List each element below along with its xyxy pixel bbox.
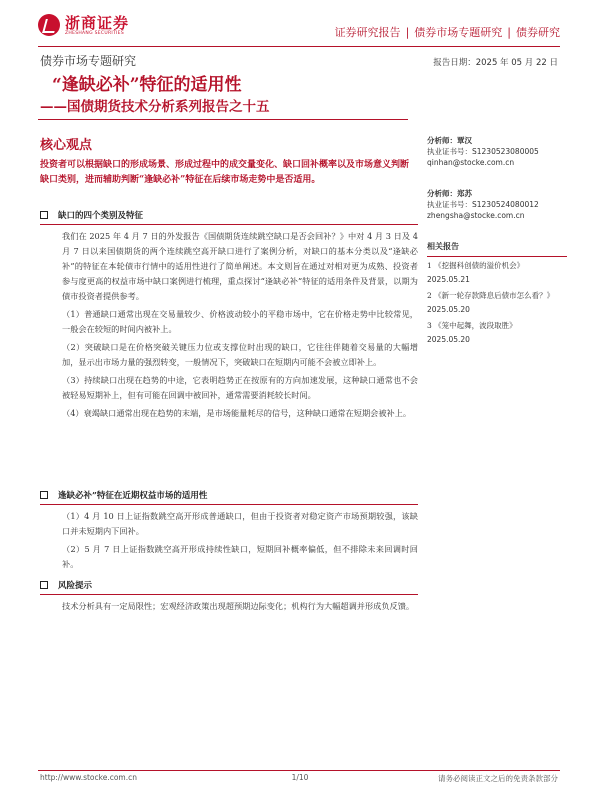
logo-icon (38, 14, 60, 36)
header-divider (38, 46, 560, 47)
analyst-email[interactable]: qinhan@stocke.com.cn (427, 158, 515, 167)
related-report-title: 2 《新一轮存款降息后债市怎么看？》 (427, 291, 555, 300)
section-heading: 缺口的四个类别及特征 (58, 211, 144, 221)
related-reports-heading: 相关报告 (427, 241, 567, 257)
company-logo (38, 14, 129, 36)
related-report-title: 1 《挖掘科创债的溢价机会》 (427, 261, 525, 270)
sidebar (427, 135, 567, 347)
related-report-title: 3 《笼中起舞，波段取胜》 (427, 321, 517, 330)
nav-item-bond-research: 债券研究 (516, 26, 560, 39)
analyst-card (427, 188, 567, 221)
paragraph: （4）衰竭缺口通常出现在趋势的末端，是市场能量耗尽的信号，这种缺口通常在短期会被补上。 (62, 408, 412, 418)
footer-divider (38, 770, 560, 771)
related-report-item[interactable] (427, 289, 567, 317)
paragraph: （1）普通缺口通常出现在交易量较少、价格波动较小的平稳市场中，它在价格走势中比较常见，一般会在较短的时间内被补上。 (62, 309, 418, 334)
analyst-cert: 执业证书号：S1230524080012 (427, 200, 539, 209)
title-divider (38, 119, 408, 120)
related-report-date: 2025.05.21 (427, 275, 470, 284)
core-view-heading: 核心观点 (40, 138, 93, 153)
paragraph: 技术分析具有一定局限性；宏观经济政策出现超预期边际变化；机构行为大幅超调并形成负反馈。 (62, 601, 415, 611)
analyst-name: 分析师：郑苏 (427, 189, 472, 198)
nav-item-bond-special: 债券市场专题研究 (414, 26, 503, 39)
report-title: “逢缺必补”特征的适用性 (52, 75, 242, 95)
paragraph: （1）4 月 10 日上证指数跳空高开形成普通缺口，但由于投资者对稳定资产市场预期较强，该缺口并未短期内下回补。 (62, 511, 418, 536)
related-report-item[interactable] (427, 259, 567, 287)
related-report-item[interactable] (427, 319, 567, 347)
page-number: 1/10 (291, 773, 309, 782)
analyst-email[interactable]: zhengsha@stocke.com.cn (427, 211, 525, 220)
paragraph: （2）突破缺口是在价格突破关键压力位或支撑位时出现的缺口，它往往伴随着交易量的大幅增加，显示出市场力量的强烈转变，一般情况下，突破缺口在短期内可能不会被立即补上。 (62, 342, 418, 367)
analyst-card (427, 135, 567, 168)
section-gap-categories (40, 209, 418, 421)
section-heading: 逢缺必补”特征在近期权益市场的适用性 (58, 491, 208, 501)
analyst-name: 分析师：覃汉 (427, 136, 472, 145)
core-view-text: 投资者可以根据缺口的形成场景、形成过程中的成交量变化、缺口回补概率以及市场意义判断缺口类别，进而辅助判断“逢缺必补”特征在后续市场走势中是否适用。 (40, 160, 410, 185)
related-report-date: 2025.05.20 (427, 305, 470, 314)
report-category: 债券市场专题研究 (40, 54, 137, 68)
analyst-cert: 执业证书号：S1230523080005 (427, 147, 539, 156)
report-date: 报告日期：2025 年 05 月 22 日 (433, 58, 558, 68)
paragraph: （3）持续缺口出现在趋势的中途，它表明趋势正在按原有的方向加速发展，这种缺口通常也不会被轻易短期补上，但有可能在回调中被回补，通常需要消耗较长时间。 (62, 375, 418, 400)
logo-name: 浙商证券 (65, 13, 130, 32)
footer-disclaimer: 请务必阅读正文之后的免责条款部分 (438, 774, 558, 783)
footer-url[interactable]: http://www.stocke.com.cn (40, 773, 137, 782)
logo-english: ZHESHANG SECURITIES (65, 30, 124, 36)
section-risk-warning (40, 579, 418, 614)
section-heading: 风险提示 (58, 581, 93, 591)
top-category-nav: 证券研究报告 | 债券市场专题研究 | 债券研究 (334, 26, 560, 39)
paragraph: （2）5 月 7 日上证指数跳空高开形成持续性缺口，短期回补概率偏低，但不排除未来回调时回补。 (62, 544, 418, 569)
nav-item-research-report: 证券研究报告 (334, 26, 401, 39)
checkbox-square-icon (40, 581, 48, 589)
related-report-date: 2025.05.20 (427, 335, 470, 344)
checkbox-square-icon (40, 491, 48, 499)
checkbox-square-icon (40, 211, 48, 219)
section-equity-applicability (40, 489, 418, 572)
report-subtitle: ——国债期货技术分析系列报告之十五 (40, 99, 270, 115)
paragraph: 我们在 2025 年 4 月 7 日的外发报告《国债期货连续跳空缺口是否会回补？》中对 4 月 3 日及 4 月 7 日以来国债期货的两个连续跳空高开缺口进行了案例分析，对缺口的基本分类以及“逢缺必补”的特征在本轮债市行情中的适用性进行了简单阐述。本文则旨在通过对相对更为成熟、投资者参与度更高的权益市场中缺口案例进行梳理，重点探讨“逢缺必补”特征的适用条件及背景，以期为债市投资者提供参考。 (62, 231, 418, 301)
